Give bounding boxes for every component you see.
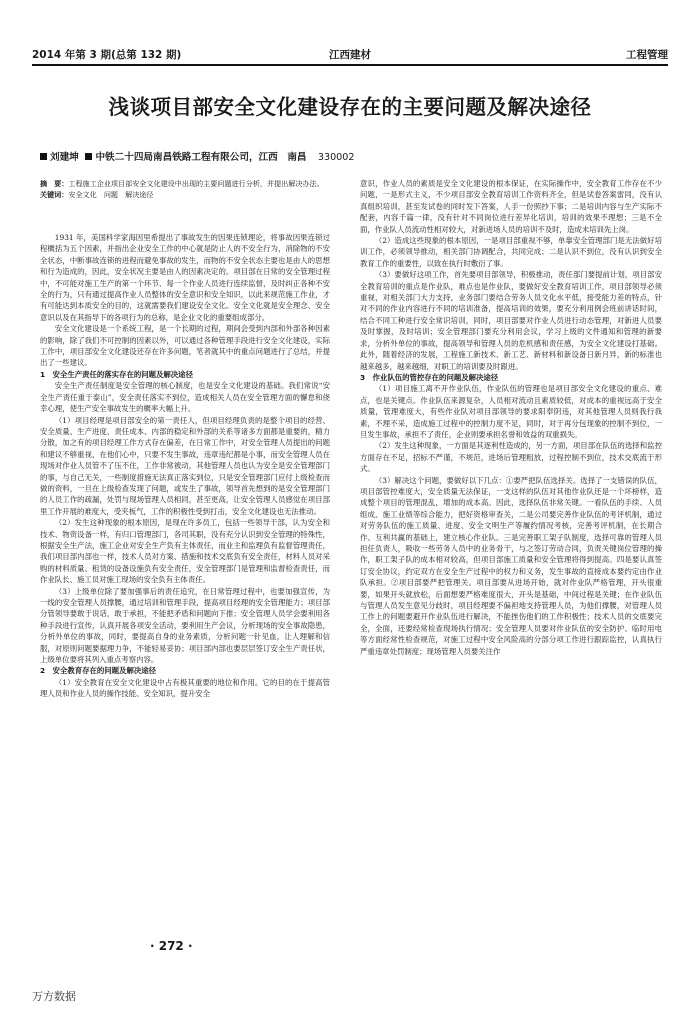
paragraph: 安全文化建设是一个系统工程，是一个长期的过程，期间会受到内部和外部各种因素的影响，除了我们不可控制的因素以外，可以通过各种管理手段进行安全文化建设，实际工作中，项目部安全文化建设还存在许多问题，笔者就其中的重点问题进行了总结，并提出了一些建议。 <box>40 324 330 368</box>
right-column <box>360 178 662 657</box>
left-column <box>40 232 330 700</box>
paragraph: 1931 年，美国科学家海因里希提出了事故发生的因果连锁理论，将事故因果连锁过程概括为五个因素，并指出企业安全工作的中心就是防止人的不安全行为，消除物的不安全状态，中断事故连锁的进程而避免事故的发生，而物的不安全状态主要也是由人的思想和行为造成的，因此，安全状况主要是由人的因素决定的。项目部在日常的安全管理过程中，不可能对施工生产的第一个环节、每一个作业人员进行连续监督，及时纠正各种不安全的行为，只有通过提高作业人员整体的安全意识和安全知识，以此来规范施工作业，才有可能达到本质安全的目的，这就需要我们建设安全文化。安全文化就是安全理念、安全意识以及在其指导下的各项行为的总称，是企业文化的重要组成部分。 <box>40 233 330 322</box>
bullet-square-icon <box>40 153 47 160</box>
abstract-text: 工程施工企业项目部安全文化建设中出现的主要问题进行分析，并提出解决办法。 <box>68 179 324 188</box>
keywords-text: 安全文化 问题 解决途径 <box>68 190 154 199</box>
author-line <box>40 149 660 163</box>
issue-info: 2014 年第 3 期(总第 132 期) <box>32 49 182 61</box>
section-heading: 2 安全教育存在的问题及解决途径 <box>40 666 157 676</box>
author-name: 刘建坤 <box>50 152 79 163</box>
paragraph: （1）项目经理是项目部安全的第一责任人，但项目经理负责的是整个项目的经营、安全质量、生产进度、责任成本、内部的稳定和外部的关系等诸多方面都是重要的，精力分散，加之有的项目经理工作方式存在偏差，在日常工作中，对安全管理人员提出的问题和建议不够重视，在他们心中，只要不发生事故，违章违纪都是小事，而安全管理人员在现场对作业人员管不了压不住，工作非常被动，其他管理人员也认为安全是安全管理部门的事，与自己无关，一些制度措施无法真正落实到位，只是安全管理部门应付上级检查而做的资料，一旦在上级检查发现了问题，或发生了事故，领导首先想到的是安全管理部门的人员工作的疏漏，处罚与现场管理人员相同，甚至更高，让安全管理人员感觉在项目部里工作开展的难度大，受夹板气，工作的积极性受到打击，安全文化建设也无法推动。 <box>40 415 330 516</box>
watermark-text: 万方数据 <box>32 990 76 1003</box>
paragraph: （2）发生这种现象的根本原因，是现在许多员工，包括一些领导干部，认为安全和技术、物资设备一样，有归口管理部门，各司其职，没有充分认识到安全管理的特殊性，根据安全生产法，施工企业对安全生产负有主体责任，而业主和监理负有监督管理责任，我们项目部内部也一样，技术人员对方案、措施和技术交底负有安全责任，材料人员对采购的材料质量、租赁的设备设施负有安全责任，安全管理部门是管理和监督检查责任，而作业队长、施工员对施工现场的安全负有主体责任。 <box>40 518 330 585</box>
bullet-square-icon <box>85 153 92 160</box>
paragraph: （2）发生这种现象，一方面是其逐利性造成的，另一方面，项目部在队伍的选择和监控方面存在不足，招标不严谨，不规范，进场后管理粗放，过程控制不到位，技术交底流于形式。 <box>360 441 662 474</box>
section-name: 工程管理 <box>626 49 668 61</box>
keywords-label: 关键词： <box>40 190 69 199</box>
section-heading: 1 安全生产责任的落实存在的问题及解决途径 <box>40 369 193 379</box>
author-org: 中铁二十四局南昌铁路工程有限公司，江西 南昌 <box>95 152 307 163</box>
paragraph: （3）解决这个问题，要做好以下几点：①要严把队伍选择关。选择了一支错误的队伍，项目部管控难度大，安全质量无法保证，一支这样的队伍对其他作业队还是一个坏榜样，造成整个项目的管理混乱，增加的成本高。因此，选择队伍非常关键。一看队伍的手续、人员组成、施工业绩等综合能力，把好资格审查关，二是公司要完善作业队伍的考评机制，通过对劳务队伍的施工质量、进度、安全文明生产等履约情况考核，完善考评机制，在长期合作、互利共赢的基础上，建立核心作业队。三是完善职工架子队制度，选择可靠的管理人员担任负责人，吸收一些劳务人员中的业务骨干，与之签订劳动合同，负责关键岗位管理的操作，职工架子队的成本相对较高，但项目部施工质量和安全管理将得到提高。四是要认真签订安全协议，约定双方在安全生产过程中的权力和义务，发生事故的直接成本要约定由作业队承担。②项目部要严把管理关。项目部要从进场开始，就对作业队严格管理，开头很重要，如果开头就放松，后面想要严格难度很大，开头是基础，中间过程是关键；在作业队伍与管理人员发生意见分歧时，项目经理要不偏袒地支持管理人员，为他们撑腰，对管理人员工作上的问题要避开作业队伍进行解决，不能挫伤他们的工作积极性；技术人员的交底要完全，全面，还要经常检查现场执行情况；安全管理人员要对作业队伍的安全防护、临时用电等方面经常性检查规范，对施工过程中安全风险高的分部分项工作进行跟踪监控，认真执行严重违章处罚制度；现场管理人员要关注作 <box>360 475 662 656</box>
paragraph: （1）安全教育在安全文化建设中占有极其重要的地位和作用。它的目的在于提高管理人员和作业人员的操作技能、安全知识，提升安全 <box>40 677 330 699</box>
paragraph: 安全生产责任制度是安全管理的核心制度，也是安全文化建设的基础。我们常说“安全生产责任重于泰山”，安全责任落实不到位，造成相关人员在安全管理方面的懈怠和侥幸心理，使生产安全事故发生的概率大幅上升。 <box>40 381 330 414</box>
running-header <box>32 44 668 66</box>
abstract-label: 摘 要： <box>40 179 69 188</box>
paragraph: （3）要做好这项工作，首先要项目部领导，积极推动，责任部门要提前计划，项目部安全教育培训的重点是作业队，难点也是作业队，要做好安全教育培训工作，项目部领导必须重视，对相关部门大力支持，业务部门要结合劳务人员文化水平低，接受能力差的特点，针对不同的作业内容进行不同的培训准备，提高培训的效果，要充分利用例会班前讲话时间，结合不同工种进行安全常识培训，同时，项目部要对作业人员进行动态管理，对新进人员要及时掌握，及时培训；安全管理部门要充分利用会议，学习上级的文件通知和管理的新要求，分析外单位的事故，提高领导和管理人员的危机感和责任感，为安全文化建设打基础。此外，随着经济的发展，工程施工新技术、新工艺、新材料和新设备日新月异，新的标准也越来越多，越来越细，对职工的培训要及时跟进。 <box>360 270 662 371</box>
page-number: · 272 · <box>150 939 193 953</box>
section-heading: 3 作业队伍的管控存在的问题及解决途径 <box>360 372 499 382</box>
journal-name: 江西建材 <box>329 49 371 61</box>
paragraph: 意识，作业人员的素质是安全文化建设的根本保证，在实际操作中，安全教育工作存在不少问题，一是形式主义，不少项目部安全教育培训工作资料齐全，但是试卷答案雷同，没有认真组织培训，甚至发试卷的同时发下答案，人手一份照抄下事；二是培训内容与生产实际不配套，内容千篇一律，没有针对不同岗位进行差异化培训，培训的效果不理想；三是不全面，作业队人员流动性相对较大，对新进场人员的培训不及时，造成未培训先上岗。 <box>360 179 662 234</box>
paragraph: （3）上级单位除了要加强事后的责任追究，在日常管理过程中，也要加强宣传，为一线的安全管理人员撑腰，通过培训和管理手段，提高项目经理的安全管理能力；项目部分管领导要敢于说话，敢于承担，不能把矛盾和问题向下推；安全管理人员学会要利用各种手段进行宣传，认真开展各项安全活动，要利用生产会议，分析现场的安全事故隐患，分析外单位的事故，同时，要提高自身的业务素质，分析问题一针见血，让人理解和信服，对原则问题要据理力争，不能轻易妥协；项目部内部也要层层签订安全生产责任状，上级单位要将其列入重点考察内容。 <box>40 586 330 665</box>
paragraph: （1）项目施工离不开作业队伍，作业队伍的管理也是项目部安全文化建设的重点、难点，也是关键点。作业队伍来源复杂，人员相对流动且素质较低，对成本的重视远高于安全质量，管理难度大，有些作业队对项目部领导的要求阳奉阴违，对其他管理人员则我行我素，不理不采，造成施工过程中的控制力度不足，同时，对于再分包现象的控制不到位，一旦发生事故，承担不了责任，企业则要承担名誉和效益的双重损失。 <box>360 384 662 439</box>
paragraph: （2）造成这些现象的根本原因，一是项目部重视不够，单靠安全管理部门是无法做好培训工作，必须领导推动，相关部门协调配合，共同完成；二是认识不到位，没有认识到安全教育工作的重要性，以致在执行时敷衍了事。 <box>360 236 662 268</box>
article-title: 浅谈项目部安全文化建设存在的主要问题及解决途径 <box>108 95 592 119</box>
abstract-block <box>40 178 330 200</box>
postcode: 330002 <box>317 152 355 163</box>
